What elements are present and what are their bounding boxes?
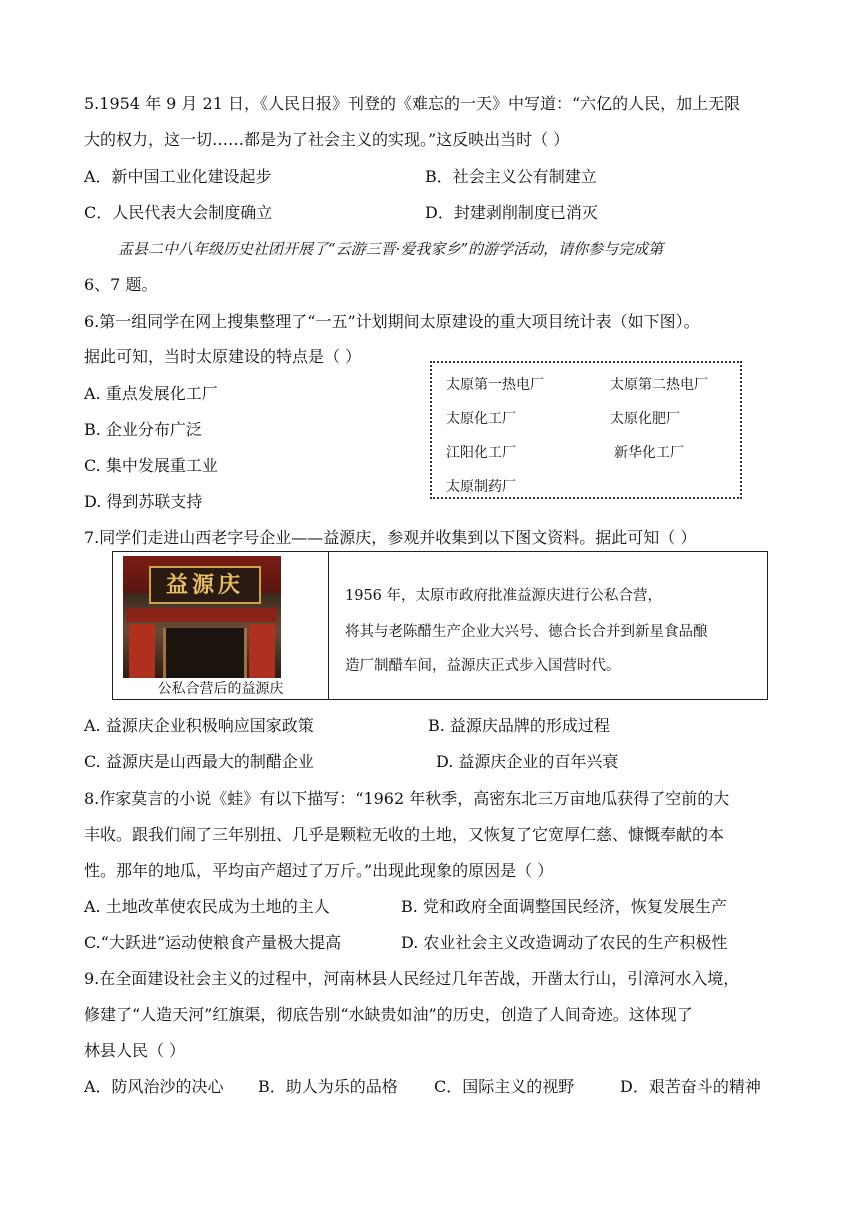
q9-stem-line3: 林县人民（ ）	[84, 1041, 186, 1060]
q8-stem-line3: 性。那年的地瓜，平均亩产超过了万斤。”出现此现象的原因是（ ）	[84, 861, 554, 880]
q7-material-text2: 将其与老陈醋生产企业大兴号、德合长合并到新星食品酿	[345, 624, 708, 640]
pillar-right	[249, 624, 275, 678]
plant-item: 新华化工厂	[614, 445, 684, 461]
photo-caption: 公私合营后的益源庆	[157, 681, 284, 697]
q5-stem-line2: 大的权力，这一切……都是为了社会主义的实现。”这反映出当时（ ）	[84, 130, 570, 149]
q6-stem-line2: 据此可知，当时太原建设的特点是（ ）	[84, 347, 362, 366]
intro-line2: 6、7 题。	[84, 275, 158, 294]
q9-option-d: D．艰苦奋斗的精神	[620, 1077, 761, 1096]
q8-option-b: B. 党和政府全面调整国民经济，恢复发展生产	[401, 897, 727, 916]
q9-stem-line1: 9.在全面建设社会主义的过程中，河南林县人民经过几年苦战，开凿太行山，引漳河水入境，	[84, 969, 740, 988]
q8-option-d: D. 农业社会主义改造调动了农民的生产积极性	[401, 933, 728, 952]
intro-line1: 盂县二中八年级历史社团开展了“云游三晋·爱我家乡”的游学活动，请你参与完成第	[118, 240, 664, 258]
plant-item: 太原第二热电厂	[610, 377, 708, 393]
table-divider	[328, 552, 329, 699]
plant-item: 太原化工厂	[446, 411, 516, 427]
q6-option-c: C. 集中发展重工业	[84, 456, 218, 475]
q9-option-c: C．国际主义的视野	[434, 1077, 575, 1096]
storefront-banner	[127, 608, 277, 622]
q7-option-c: C. 益源庆是山西最大的制醋企业	[84, 752, 314, 771]
plant-item: 太原第一热电厂	[446, 377, 544, 393]
q7-material-text1: 1956 年，太原市政府批准益源庆进行公私合营，	[345, 588, 663, 604]
storefront-door	[163, 628, 247, 678]
q5-option-d: D．封建剥削制度已消灭	[425, 203, 598, 222]
q7-option-b: B. 益源庆品牌的形成过程	[428, 716, 610, 735]
q6-option-d: D. 得到苏联支持	[84, 492, 203, 511]
q8-option-a: A. 土地改革使农民成为土地的主人	[84, 897, 330, 916]
q6-option-b: B. 企业分布广泛	[84, 420, 202, 439]
q7-material-table	[112, 551, 768, 700]
plant-item: 太原化肥厂	[610, 411, 680, 427]
q9-stem-line2: 修建了“人造天河”红旗渠，彻底告别“水缺贵如油”的历史，创造了人间奇迹。这体现了	[84, 1005, 693, 1024]
q7-option-d: D. 益源庆企业的百年兴衰	[436, 752, 619, 771]
q9-option-b: B．助人为乐的品格	[258, 1077, 398, 1096]
q6-project-box	[430, 361, 742, 499]
q6-stem-line1: 6.第一组同学在网上搜集整理了“一五”计划期间太原建设的重大项目统计表（如下图）。	[84, 312, 700, 331]
plant-item: 江阳化工厂	[446, 445, 516, 461]
q7-stem-line1: 7.同学们走进山西老字号企业——益源庆，参观并收集到以下图文资料。据此可知（ ）	[84, 528, 697, 547]
q5-stem-line1: 5.1954 年 9 月 21 日，《人民日报》刊登的《难忘的一天》中写道：“六亿的人民，加上无限	[84, 94, 741, 113]
q7-option-a: A. 益源庆企业积极响应国家政策	[84, 716, 314, 735]
q6-option-a: A. 重点发展化工厂	[84, 384, 218, 403]
q9-option-a: A．防风治沙的决心	[84, 1077, 224, 1096]
q8-stem-line1: 8.作家莫言的小说《蛙》有以下描写：“1962 年秋季，高密东北三万亩地瓜获得了空前的大	[84, 789, 730, 808]
storefront-sign: 益源庆	[149, 566, 261, 604]
q7-material-text3: 造厂制醋车间，益源庆正式步入国营时代。	[345, 658, 621, 674]
q5-option-b: B．社会主义公有制建立	[425, 167, 597, 186]
q8-option-c: C.“大跃进”运动使粮食产量极大提高	[84, 933, 342, 952]
q5-option-a: A．新中国工业化建设起步	[84, 167, 272, 186]
yiyuanqing-storefront-image	[123, 556, 281, 678]
plant-item: 太原制药厂	[446, 479, 516, 495]
q5-option-c: C．人民代表大会制度确立	[84, 203, 273, 222]
pillar-left	[129, 624, 155, 678]
q8-stem-line2: 丰收。跟我们闹了三年别扭、几乎是颗粒无收的土地，又恢复了它宽厚仁慈、慷慨奉献的本	[84, 825, 725, 844]
